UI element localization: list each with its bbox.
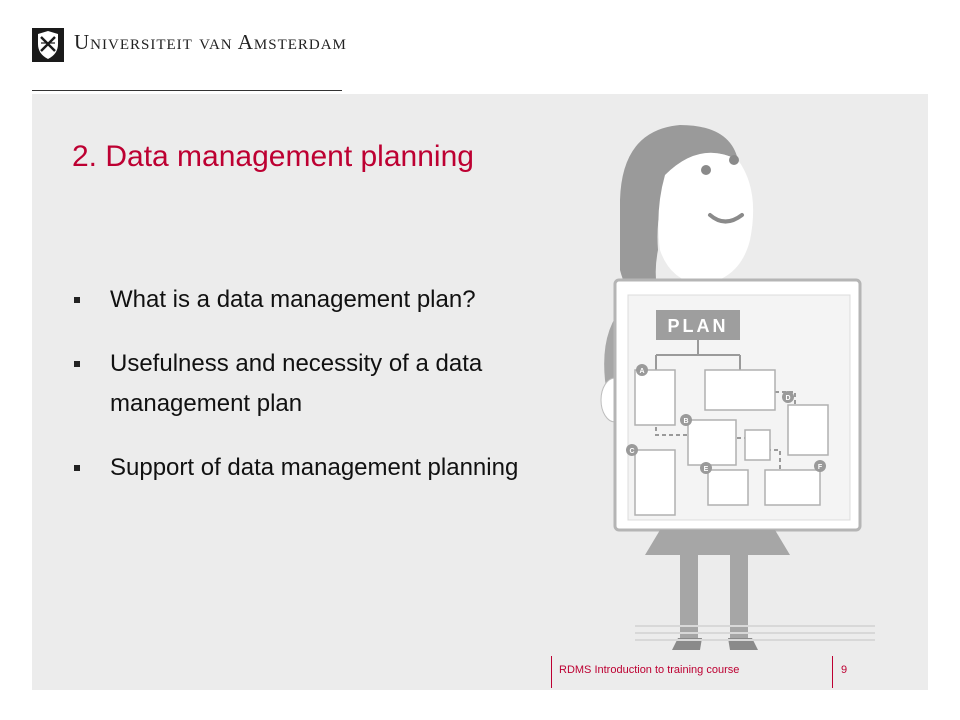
node-label-c: C — [629, 448, 635, 455]
square-bullet-icon — [74, 361, 80, 367]
footer-divider — [832, 656, 833, 688]
bullet-item — [72, 448, 672, 488]
bullet-item — [72, 280, 672, 320]
plan-board-title: PLAN — [667, 316, 729, 336]
bullet-item — [72, 344, 590, 424]
page-number: 9 — [841, 664, 848, 676]
node-label-a: A — [639, 368, 645, 375]
square-bullet-icon — [74, 465, 80, 471]
bullet-list — [72, 280, 672, 512]
bullet-text: What is a data management plan? — [110, 286, 476, 313]
footer-course-title: RDMS Introduction to training course — [559, 664, 740, 676]
node-label-b: B — [683, 418, 689, 425]
node-label-e: E — [703, 466, 709, 473]
slide-title: 2. Data management planning — [72, 140, 474, 173]
header-divider — [32, 90, 342, 91]
university-name: Universiteit van Amsterdam — [74, 30, 347, 54]
bullet-text: Usefulness and necessity of a data management plan — [110, 350, 483, 417]
bullet-text: Support of data management planning — [110, 454, 519, 481]
footer-divider — [551, 656, 552, 688]
university-logo-icon — [32, 28, 64, 62]
node-label-f: F — [817, 464, 823, 471]
square-bullet-icon — [74, 297, 80, 303]
node-label-d: D — [785, 395, 791, 402]
